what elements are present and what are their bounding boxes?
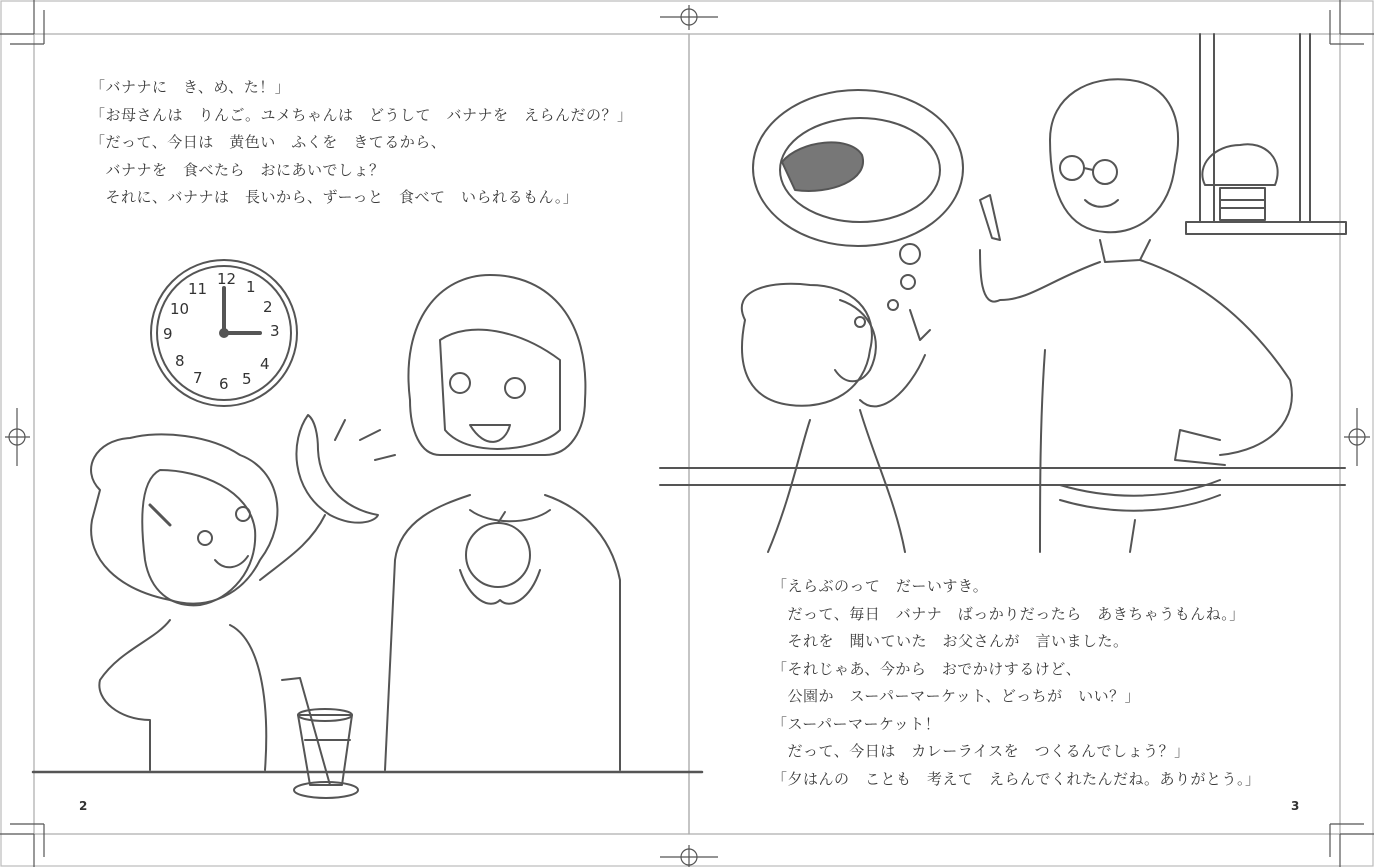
- text-line: それに、バナナは 長いから、ずーっと 食べて いられるもん。」: [90, 188, 579, 206]
- text-line: だって、毎日 バナナ ばっかりだったら あきちゃうもんね。」: [772, 604, 1245, 623]
- clock-number: 3: [270, 322, 280, 340]
- clock-number: 7: [193, 369, 203, 387]
- text-line: 公園か スーパーマーケット、どっちが いい？」: [772, 687, 1141, 705]
- text-line: 「夕はんの ことも 考えて えらんでくれたんだね。ありがとう。」: [772, 769, 1261, 788]
- girl-pointing: [742, 284, 930, 552]
- clock-number: 2: [263, 298, 273, 316]
- left-page-text: [90, 74, 633, 212]
- banana: [296, 415, 378, 523]
- clock-number: 12: [217, 270, 237, 288]
- text-line: 「えらぶのって だーいすき。: [772, 577, 989, 595]
- right-page-text: [772, 573, 1261, 793]
- clock-number: 1: [246, 278, 256, 296]
- text-line: 「スーパーマーケット！: [772, 714, 941, 733]
- text-line: それを 聞いていた お父さんが 言いました。: [772, 632, 1129, 650]
- text-line: だって、今日は カレーライスを つくるんでしょう？」: [772, 742, 1190, 760]
- clock-number: 11: [188, 280, 208, 298]
- apple: [466, 523, 530, 587]
- clock-number: 5: [242, 370, 252, 388]
- page-number-right: 3: [1291, 799, 1300, 813]
- thought-bubble-curry: [753, 90, 963, 310]
- text-line: 「バナナに き、め、た！」: [90, 78, 291, 96]
- text-line: 「それじゃあ、今から おでかけするけど、: [772, 659, 1082, 678]
- text-line: バナナを 食べたら おにあいでしょ？: [90, 160, 385, 179]
- clock-number: 8: [175, 352, 185, 370]
- clock-number: 4: [260, 355, 270, 373]
- father-pointing: [980, 79, 1292, 552]
- text-line: 「お母さんは りんご。ユメちゃんは どうして バナナを えらんだの？」: [90, 105, 633, 124]
- clock-number: 10: [170, 300, 190, 318]
- clock-number: 6: [219, 375, 229, 393]
- page-number-left: 2: [79, 799, 88, 813]
- text-line: 「だって、今日は 黄色い ふくを きてるから、: [90, 133, 447, 151]
- juice-glass: [282, 678, 358, 798]
- clock-number: 9: [163, 325, 173, 343]
- mother-with-apple: [385, 275, 620, 770]
